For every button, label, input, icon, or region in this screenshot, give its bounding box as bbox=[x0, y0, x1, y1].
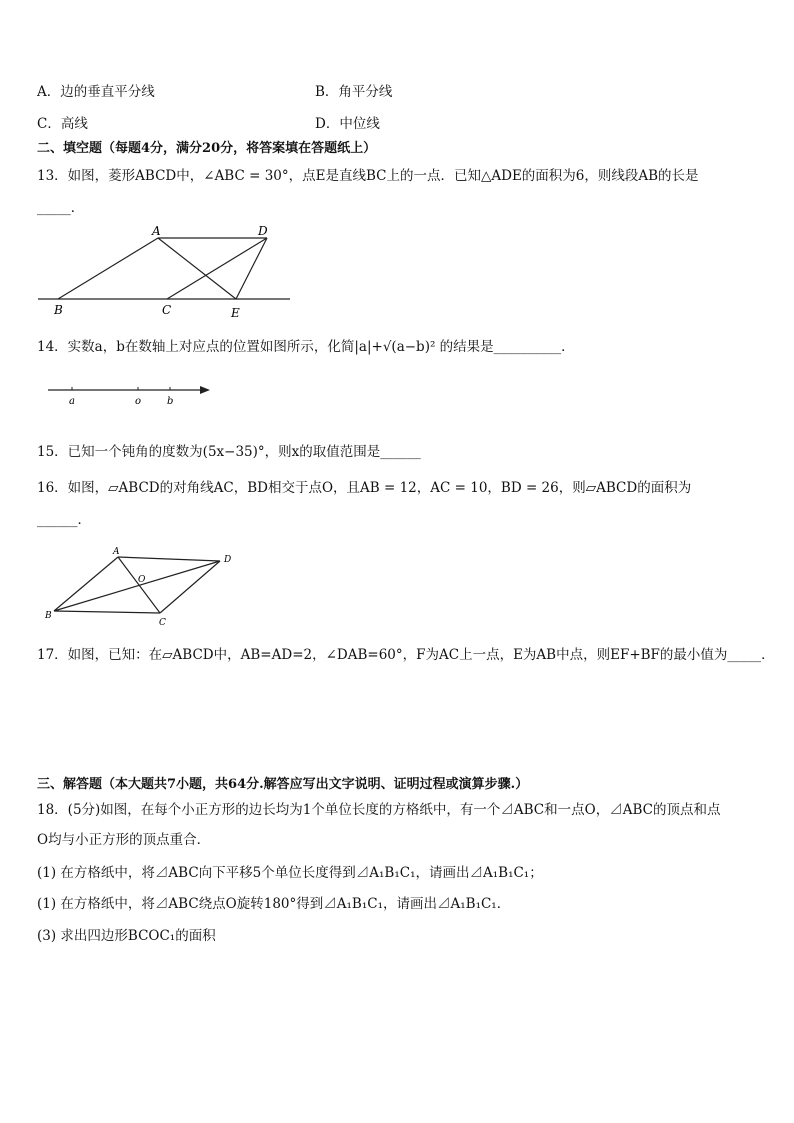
label-d: D bbox=[224, 555, 232, 565]
option-d: D．中位线 bbox=[315, 116, 380, 132]
question-18-sub1: (1) 在方格纸中，将⊿ABC向下平移5个单位长度得到⊿A₁B₁C₁，请画出⊿A₁B₁C₁； bbox=[37, 865, 543, 881]
label-b: B bbox=[45, 611, 52, 621]
question-18-sub2: (1) 在方格纸中，将⊿ABC绕点O旋转180°得到⊿A₁B₁C₁，请画出⊿A₁B₁C₁． bbox=[37, 896, 511, 912]
question-18-sub3: (3) 求出四边形BCOC₁的面积 bbox=[37, 928, 216, 944]
label-c: C bbox=[159, 618, 166, 628]
question-16-figure bbox=[40, 545, 240, 630]
label-o: O bbox=[138, 575, 146, 585]
label-a: A bbox=[152, 224, 161, 238]
question-18-line1: 18．(5分)如图，在每个小正方形的边长均为1个单位长度的方格纸中，有一个⊿ABC和一点O，⊿ABC的顶点和点 bbox=[37, 802, 721, 818]
point-o-label: o bbox=[135, 396, 142, 407]
question-14-text: 14．实数a，b在数轴上对应点的位置如图所示，化简|a|+√(a−b)² 的结果是__________． bbox=[37, 339, 575, 355]
option-b: B．角平分线 bbox=[315, 84, 393, 100]
question-15-text: 15．已知一个钝角的度数为(5x−35)°，则x的取值范围是______ bbox=[37, 444, 421, 460]
number-line-figure bbox=[40, 380, 220, 410]
option-c: C．高线 bbox=[37, 116, 88, 132]
section-2-heading: 二、填空题（每题4分，满分20分，将答案填在答题纸上） bbox=[37, 141, 377, 156]
option-a: A．边的垂直平分线 bbox=[37, 84, 155, 100]
point-a-label: a bbox=[69, 396, 75, 407]
label-c: C bbox=[162, 303, 172, 317]
question-16-text: 16．如图，▱ABCD的对角线AC，BD相交于点O，且AB = 12，AC = 10，BD = 26，则▱ABCD的面积为 bbox=[37, 480, 692, 496]
question-18-line2: O均与小正方形的顶点重合． bbox=[37, 832, 211, 848]
section-3-heading: 三、解答题（本大题共7小题，共64分.解答应写出文字说明、证明过程或演算步骤.） bbox=[37, 777, 529, 792]
question-13-figure bbox=[30, 222, 300, 322]
question-13-text: 13．如图，菱形ABCD中，∠ABC = 30°，点E是直线BC上的一点．已知△ADE的面积为6，则线段AB的长是 bbox=[37, 168, 699, 184]
label-b: B bbox=[54, 303, 63, 317]
label-d: D bbox=[258, 224, 268, 238]
label-a: A bbox=[113, 547, 120, 557]
question-16-blank: ______． bbox=[37, 512, 91, 528]
question-13-blank: _____． bbox=[37, 200, 85, 216]
point-b-label: b bbox=[167, 396, 174, 407]
label-e: E bbox=[231, 306, 240, 320]
question-17-text: 17．如图，已知：在▱ABCD中，AB=AD=2，∠DAB=60°，F为AC上一点，E为AB中点，则EF+BF的最小值为_____． bbox=[37, 647, 775, 663]
